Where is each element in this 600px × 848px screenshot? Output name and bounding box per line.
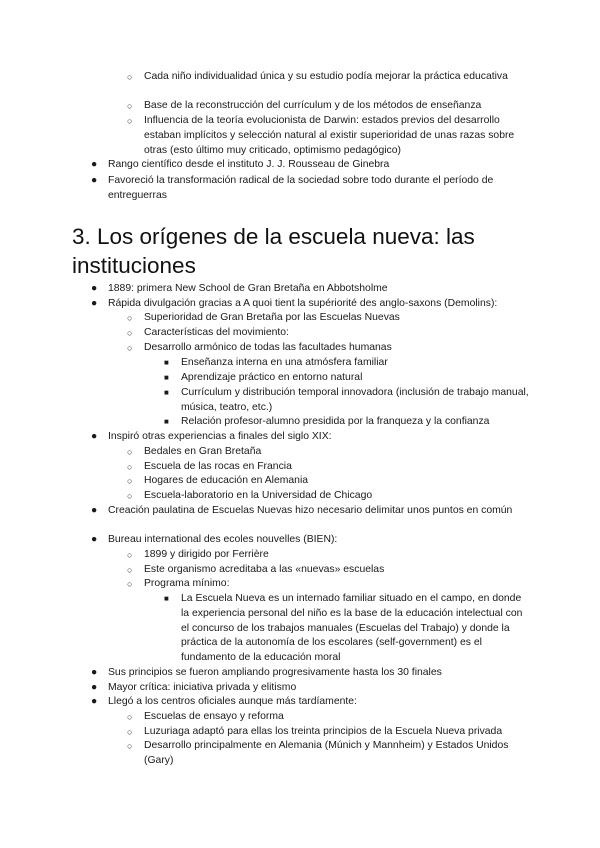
list-item-text: Sus principios se fueron ampliando progresivamente hasta los 30 finales [108,667,442,678]
bullet-hollow-circle-icon: ○ [127,550,133,560]
list-item-text: Favoreció la transformación radical de la sociedad sobre todo durante el período de entreguerras [108,175,494,201]
list-item [127,710,534,725]
list-item-text: Características del movimiento: [144,327,289,338]
list-item-text: Base de la reconstrucción del currículum y de los métodos de enseñanza [144,100,482,111]
bullet-hollow-circle-icon: ○ [127,741,133,751]
list-item [127,474,534,489]
bullet-filled-circle-icon: ● [91,667,98,678]
list-item [91,533,528,548]
bullet-square-icon: ■ [164,373,169,382]
bullet-hollow-circle-icon: ○ [127,328,133,338]
list-item-text: Bureau international des ecoles nouvelles (BIEN): [108,534,338,545]
bullet-hollow-circle-icon: ○ [127,476,133,486]
bullet-hollow-circle-icon: ○ [127,72,133,82]
list-item [127,114,534,158]
list-item-text: Programa mínimo: [144,578,230,589]
list-item [91,430,528,445]
list-item-text: Desarrollo principalmente en Alemania (Múnich y Mannheim) y Estados Unidos (Gary) [144,740,509,766]
bullet-filled-circle-icon: ● [91,298,98,309]
list-item-text: Enseñanza interna en una atmósfera familiar [181,357,388,368]
list-item-text: Influencia de la teoría evolucionista de Darwin: estados previos del desarrollo estaban implícitos y selección natural al existir superioridad de unas razas sobre otras (esto último muy criticado, optimismo pedagógico) [144,115,515,156]
bullet-filled-circle-icon: ● [91,534,98,545]
bullet-filled-circle-icon: ● [91,431,98,442]
list-item-text: Relación profesor-alumno presidida por la franqueza y la confianza [181,416,490,427]
bullet-filled-circle-icon: ● [91,159,98,170]
bullet-square-icon: ■ [164,594,169,603]
list-item [127,460,534,475]
list-item [164,592,531,666]
bullet-hollow-circle-icon: ○ [127,579,133,589]
list-item-text: 1889: primera New School de Gran Bretaña en Abbotsholme [108,283,388,294]
bullet-hollow-circle-icon: ○ [127,712,133,722]
bullet-hollow-circle-icon: ○ [127,491,133,501]
list-item [127,563,534,578]
bullet-hollow-circle-icon: ○ [127,343,133,353]
bullet-filled-circle-icon: ● [91,682,98,693]
list-item-text: Desarrollo armónico de todas las facultades humanas [144,342,392,353]
bullet-hollow-circle-icon: ○ [127,565,133,575]
bullet-square-icon: ■ [164,388,169,397]
section-heading: 3. Los orígenes de la escuela nueva: las instituciones [72,224,475,278]
list-item [127,548,534,563]
list-item [127,725,534,740]
list-item [91,681,528,696]
bullet-hollow-circle-icon: ○ [127,447,133,457]
list-item-text: Mayor crítica: iniciativa privada y elitismo [108,682,297,693]
list-item [91,297,548,312]
bullet-hollow-circle-icon: ○ [127,462,133,472]
list-item [91,158,528,173]
list-item [127,577,534,592]
list-item [91,695,528,710]
list-item-text: Llegó a los centros oficiales aunque más tardíamente: [108,696,357,707]
list-item-text: Inspiró otras experiencias a finales del siglo XIX: [108,431,332,442]
list-item-text: Superioridad de Gran Bretaña por las Escuelas Nuevas [144,312,400,323]
list-item [91,504,523,519]
list-item [127,739,534,769]
list-item-text: Escuelas de ensayo y reforma [144,711,284,722]
bullet-hollow-circle-icon: ○ [127,313,133,323]
list-item-text: Luzuriaga adaptó para ellas los treinta principios de la Escuela Nueva privada [144,726,503,737]
bullet-hollow-circle-icon: ○ [127,116,133,126]
list-item [127,311,534,326]
list-item-text: Currículum y distribución temporal innovadora (inclusión de trabajo manual, música, teatro, etc.) [181,387,529,413]
list-item-text: Escuela de las rocas en Francia [144,461,292,472]
list-item-text: La Escuela Nueva es un internado familiar situado en el campo, en donde la experiencia personal del niño es la base de la educación intelectual con el concurso de los trabajos manuales (Escuelas del Trabajo) y donde la práctica de la autonomía de los escolares (self-government) es el fundamento de la educación moral [181,593,523,664]
list-item [127,489,534,504]
list-item-text: Cada niño individualidad única y su estudio podía mejorar la práctica educativa [144,71,508,82]
list-item-text: Bedales en Gran Bretaña [144,446,262,457]
list-item [91,282,528,297]
list-item-text: 1899 y dirigido por Ferrière [144,549,269,560]
bullet-filled-circle-icon: ● [91,175,98,186]
bullet-hollow-circle-icon: ○ [127,101,133,111]
bullet-square-icon: ■ [164,358,169,367]
list-item-text: Rápida divulgación gracias a A quoi tient la supériorité des anglo-saxons (Demolins): [108,298,498,309]
bullet-square-icon: ■ [164,417,169,426]
list-item [91,174,528,204]
list-item [127,99,534,114]
list-item [91,666,528,681]
list-item [127,445,534,460]
bullet-filled-circle-icon: ● [91,505,98,516]
bullet-filled-circle-icon: ● [91,696,98,707]
list-item-text: Escuela-laboratorio en la Universidad de Chicago [144,490,373,501]
list-item [127,326,534,341]
list-item [127,341,534,356]
list-item [164,356,531,371]
list-item-text: Hogares de educación en Alemania [144,475,309,486]
list-item-text: Aprendizaje práctico en entorno natural [181,372,363,383]
list-item-text: Este organismo acreditaba a las «nuevas» escuelas [144,564,385,575]
list-item [164,415,531,430]
list-item [127,70,534,85]
bullet-filled-circle-icon: ● [91,283,98,294]
bullet-hollow-circle-icon: ○ [127,727,133,737]
list-item [164,386,531,416]
list-item [164,371,531,386]
list-item-text: Creación paulatina de Escuelas Nuevas hizo necesario delimitar unos puntos en común [108,505,513,516]
list-item-text: Rango científico desde el instituto J. J. Rousseau de Ginebra [108,159,390,170]
